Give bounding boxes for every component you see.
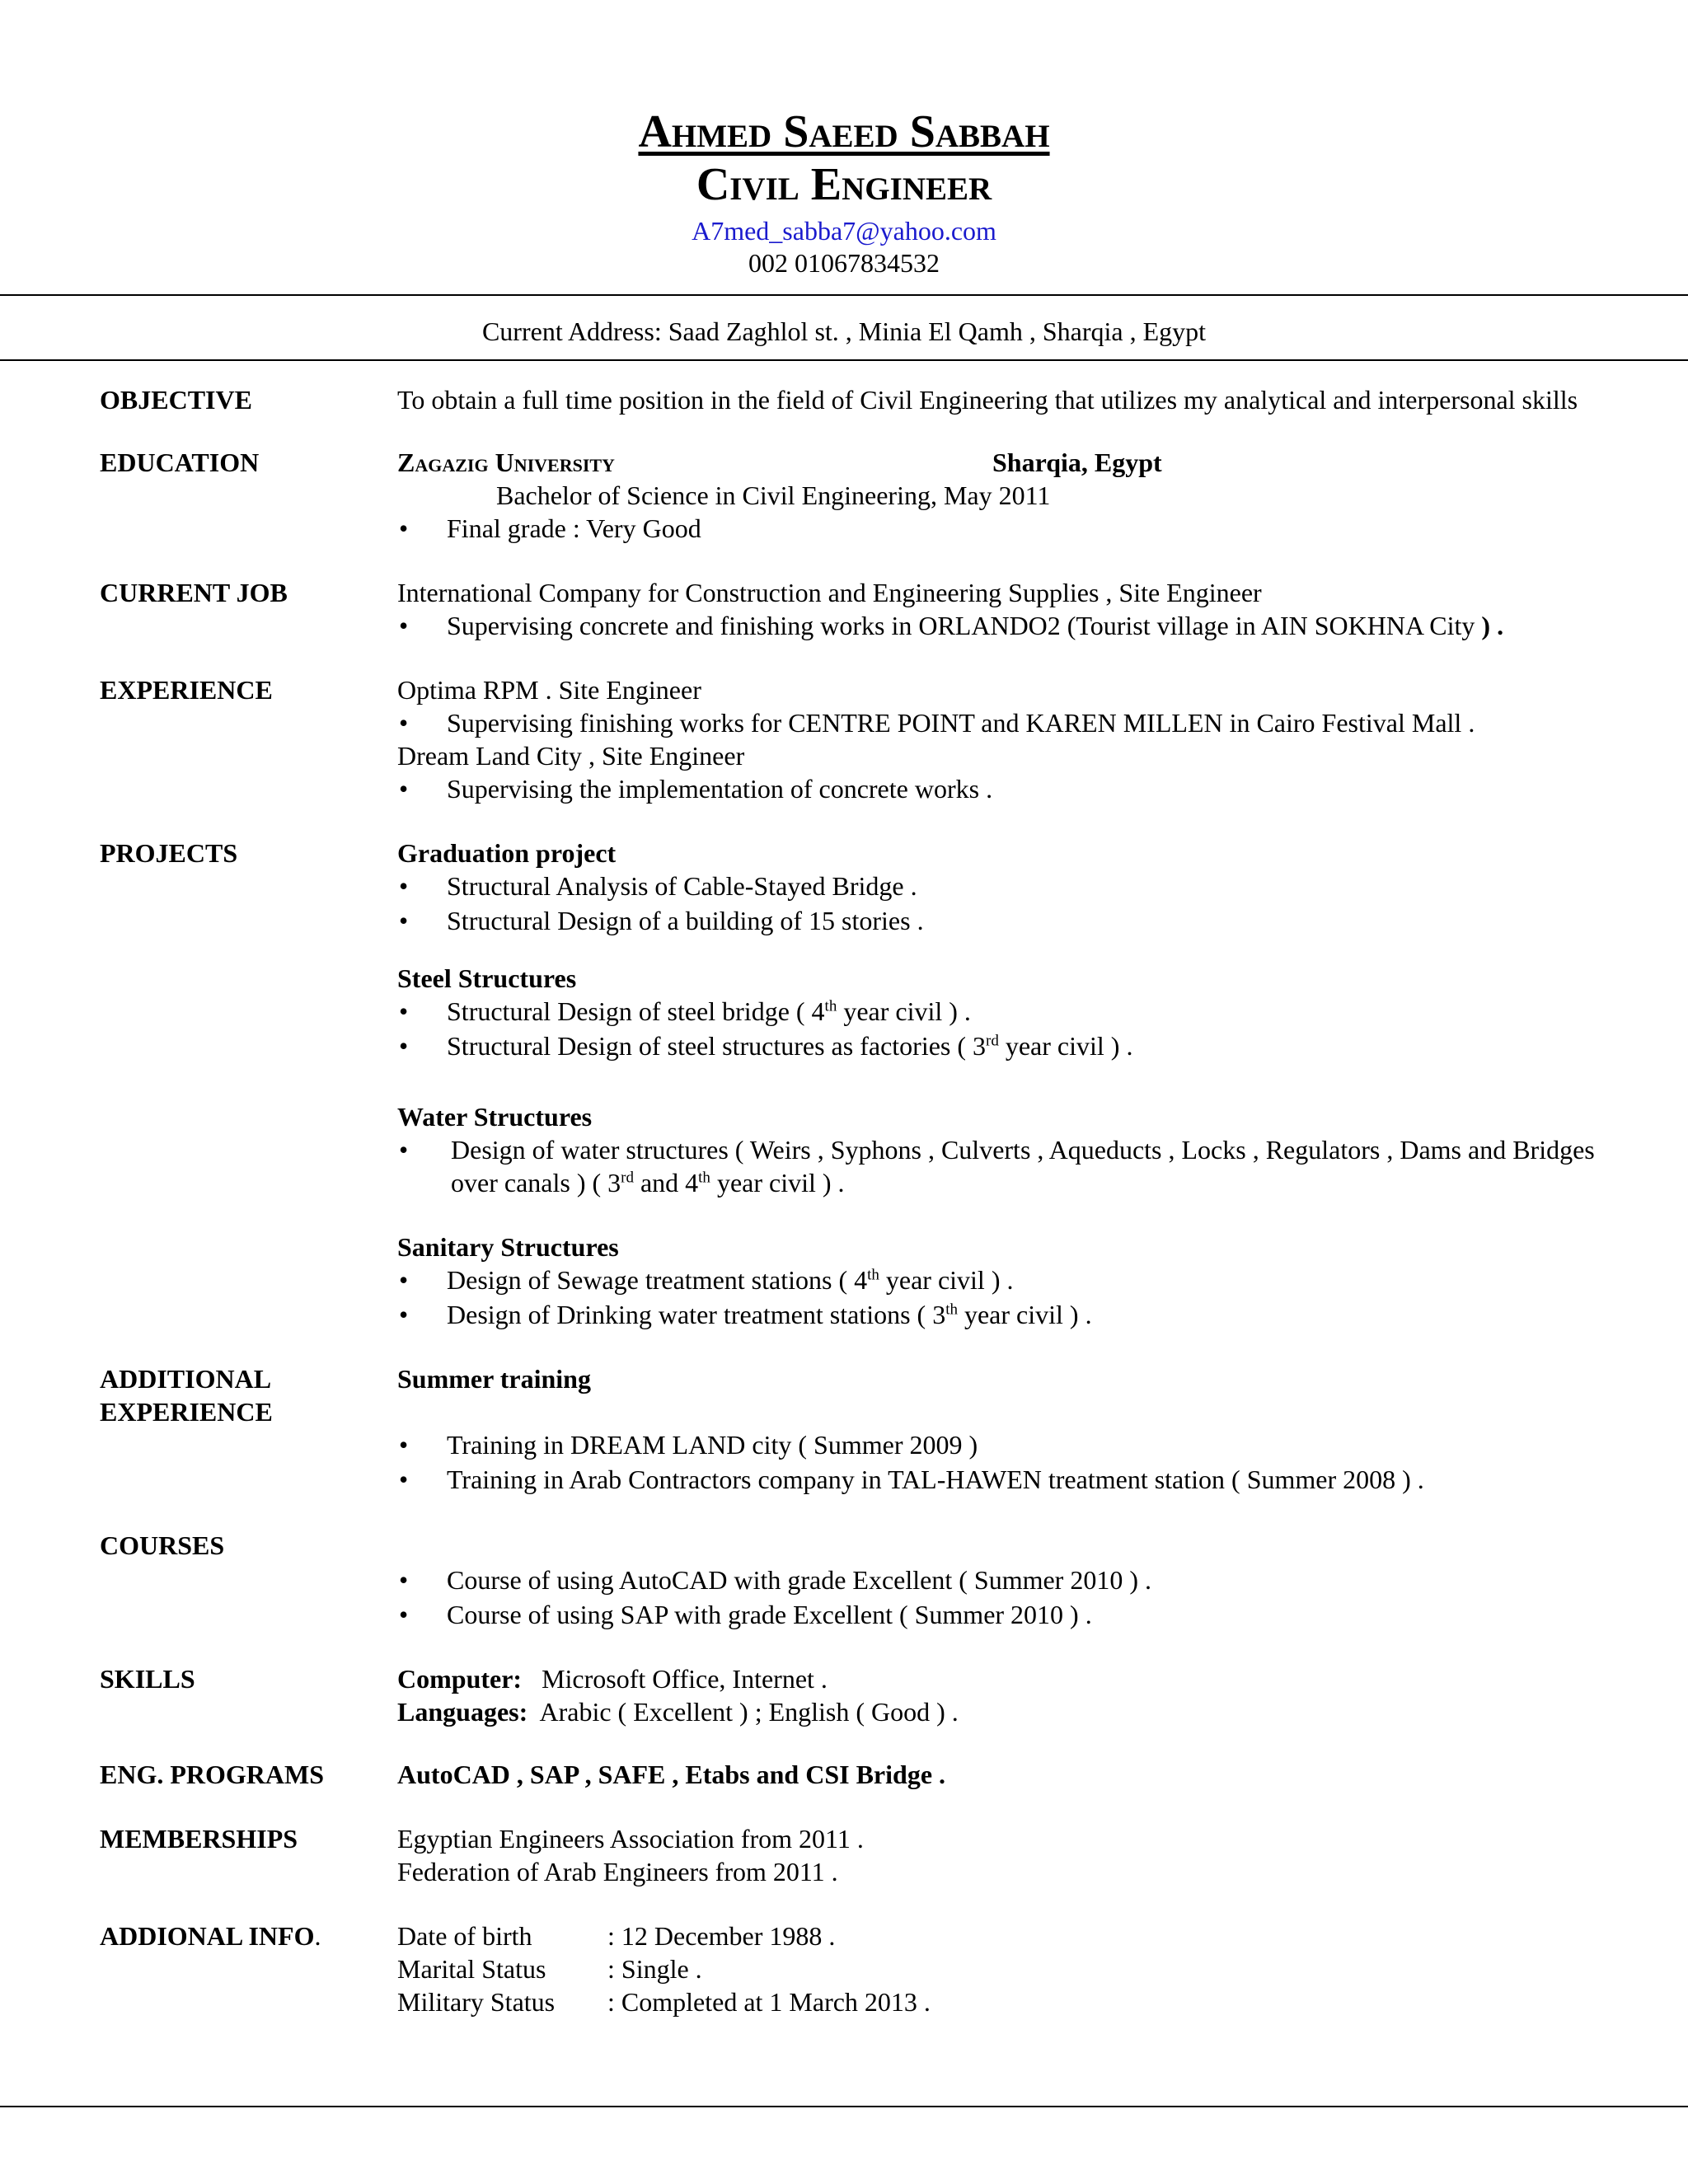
section-current-job [100, 576, 1608, 642]
address-divider [0, 359, 1688, 361]
list-item: • Structural Design of a building of 15 stories . [397, 904, 1608, 937]
list-item: • Structural Design of steel structures as factories ( 3rd year civil ) . [397, 1029, 1608, 1062]
section-label: EDUCATION [100, 448, 260, 477]
info-row-military: Military Status : Completed at 1 March 2013 . [397, 1987, 931, 2017]
list-item: • Design of water structures ( Weirs , Syphons , Culverts , Aqueducts , Locks , Regulators , Dams and Bridges over canals ) ( 3rd and 4th year civil ) . [397, 1133, 1608, 1199]
section-education [100, 446, 1608, 545]
current-company: International Company for Construction and Engineering Supplies , Site Engineer [397, 578, 1262, 607]
list-item: • Supervising finishing works for CENTRE POINT and KAREN MILLEN in Cairo Festival Mall . [397, 706, 1608, 739]
info-row-marital: Marital Status : Single . [397, 1954, 702, 1984]
current-address: Current Address: Saad Zaghlol st. , Minia El Qamh , Sharqia , Egypt [481, 316, 1207, 346]
section-courses [100, 1529, 1608, 1631]
university-location: Sharqia, Egypt [992, 448, 1162, 477]
university-name: Zagazig University [397, 448, 615, 477]
list-item: • Course of using SAP with grade Excellent ( Summer 2010 ) . [397, 1598, 1608, 1631]
eng-programs-text: AutoCAD , SAP , SAFE , Etabs and CSI Bridge . [397, 1760, 946, 1789]
list-item: • Design of Sewage treatment stations ( 4th year civil ) . [397, 1263, 1608, 1296]
section-skills [100, 1662, 1608, 1728]
list-item: • Structural Design of steel bridge ( 4th year civil ) . [397, 995, 1608, 1028]
bottom-divider [0, 2106, 1688, 2107]
candidate-title: Civil Engineer [696, 159, 992, 210]
membership-item: Federation of Arab Engineers from 2011 . [397, 1857, 838, 1886]
section-label: EXPERIENCE [100, 675, 273, 705]
project-group-title: Water Structures [397, 1102, 593, 1132]
project-group-title: Sanitary Structures [397, 1232, 619, 1262]
resume-header [0, 0, 1688, 279]
list-item: • Final grade : Very Good [397, 512, 1608, 545]
list-item: • Course of using AutoCAD with grade Excellent ( Summer 2010 ) . [397, 1563, 1608, 1596]
section-label: CURRENT JOB [100, 578, 288, 607]
email-link[interactable]: A7med_sabba7@yahoo.com [692, 216, 996, 246]
top-divider [0, 294, 1688, 296]
section-eng-programs [100, 1758, 1608, 1791]
section-label: ENG. PROGRAMS [100, 1760, 324, 1789]
list-item: • Design of Drinking water treatment stations ( 3th year civil ) . [397, 1298, 1608, 1331]
info-row-dob: Date of birth : 12 December 1988 . [397, 1921, 836, 1951]
section-additional-experience [100, 1362, 1608, 1496]
project-group-title: Graduation project [397, 838, 617, 868]
list-item: • Structural Analysis of Cable-Stayed Bridge . [397, 869, 1608, 902]
membership-item: Egyptian Engineers Association from 2011 . [397, 1824, 864, 1854]
skill-languages: Languages: Arabic ( Excellent ) ; English ( Good ) . [397, 1697, 959, 1727]
list-item: • Supervising the implementation of concrete works . [397, 772, 1608, 805]
skill-computer: Computer: Microsoft Office, Internet . [397, 1664, 828, 1694]
list-item: • Supervising concrete and finishing works in ORLANDO2 (Tourist village in AIN SOKHNA City ) . [397, 609, 1608, 642]
section-label: MEMBERSHIPS [100, 1824, 298, 1854]
objective-text: To obtain a full time position in the field of Civil Engineering that utilizes my analytical and interpersonal skills [397, 385, 1578, 415]
university-row [397, 446, 1608, 479]
section-label: OBJECTIVE [100, 385, 252, 415]
section-additional-info [100, 1919, 1608, 2018]
section-label: SKILLS [100, 1664, 195, 1694]
section-memberships [100, 1822, 1608, 1888]
candidate-name: Ahmed Saeed Sabbah [638, 106, 1050, 157]
phone-number: 002 01067834532 [748, 248, 940, 278]
job-title: Optima RPM . Site Engineer [397, 675, 701, 705]
section-label: COURSES [100, 1530, 225, 1560]
project-group-title: Steel Structures [397, 963, 577, 993]
job-title: Dream Land City , Site Engineer [397, 741, 745, 771]
section-projects [100, 837, 1608, 1331]
section-experience [100, 673, 1608, 805]
section-label: ADDITIONAL EXPERIENCE [100, 1364, 273, 1427]
training-title: Summer training [397, 1364, 591, 1394]
list-item: • Training in DREAM LAND city ( Summer 2009 ) [397, 1428, 1608, 1461]
list-item: • Training in Arab Contractors company in TAL-HAWEN treatment station ( Summer 2008 ) . [397, 1463, 1608, 1496]
section-label: PROJECTS [100, 838, 238, 868]
resume-content [100, 383, 1608, 2018]
section-objective [100, 383, 1608, 416]
section-label: ADDIONAL INFO. [100, 1921, 321, 1951]
degree-text: Bachelor of Science in Civil Engineering, May 2011 [496, 480, 1051, 510]
